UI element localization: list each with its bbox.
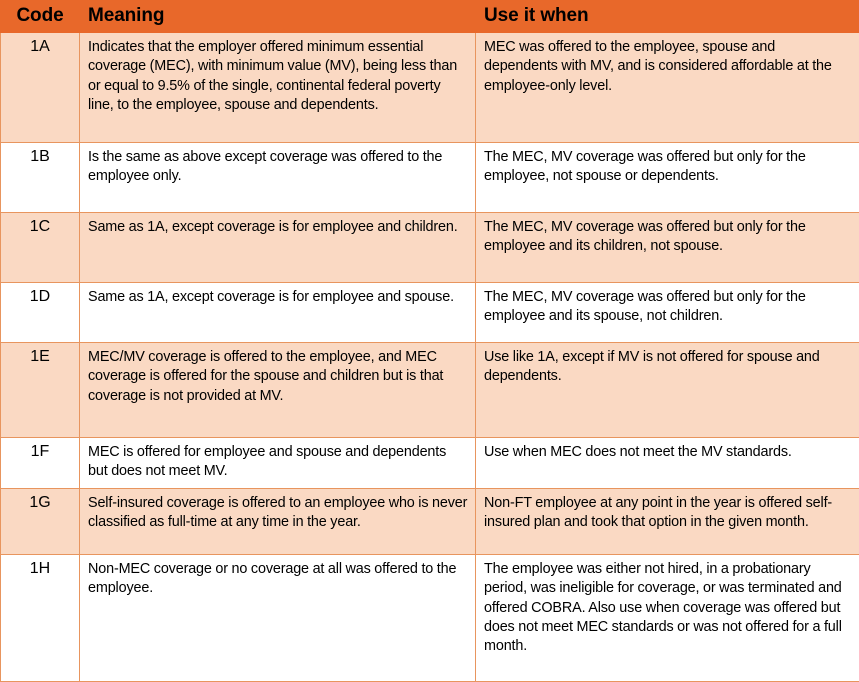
cell-use-it-when: MEC was offered to the employee, spouse and dependents with MV, and is considered affordable at the employee-only level. bbox=[476, 33, 859, 143]
table-row bbox=[1, 33, 859, 143]
column-header-meaning: Meaning bbox=[80, 1, 476, 33]
table-row bbox=[1, 554, 859, 681]
table-row bbox=[1, 283, 859, 343]
table-row bbox=[1, 343, 859, 438]
cell-code: 1A bbox=[1, 33, 80, 143]
cell-code: 1E bbox=[1, 343, 80, 438]
cell-meaning: Non-MEC coverage or no coverage at all was offered to the employee. bbox=[80, 554, 476, 681]
cell-meaning: MEC is offered for employee and spouse and dependents but does not meet MV. bbox=[80, 438, 476, 489]
cell-use-it-when: Use when MEC does not meet the MV standards. bbox=[476, 438, 859, 489]
column-header-use-it-when: Use it when bbox=[476, 1, 859, 33]
cell-use-it-when: The MEC, MV coverage was offered but only for the employee and its spouse, not children. bbox=[476, 283, 859, 343]
cell-use-it-when: The MEC, MV coverage was offered but only for the employee and its children, not spouse. bbox=[476, 213, 859, 283]
table-body bbox=[1, 33, 859, 682]
cell-code: 1F bbox=[1, 438, 80, 489]
cell-code: 1C bbox=[1, 213, 80, 283]
cell-use-it-when: The MEC, MV coverage was offered but only for the employee, not spouse or dependents. bbox=[476, 143, 859, 213]
cell-meaning: Same as 1A, except coverage is for employee and spouse. bbox=[80, 283, 476, 343]
cell-meaning: Indicates that the employer offered minimum essential coverage (MEC), with minimum value (MV), being less than or equal to 9.5% of the single, continental federal poverty line, to the employee, spouse and dependents. bbox=[80, 33, 476, 143]
cell-code: 1D bbox=[1, 283, 80, 343]
cell-meaning: MEC/MV coverage is offered to the employee, and MEC coverage is offered for the spouse and children but is that coverage is not provided at MV. bbox=[80, 343, 476, 438]
table-row bbox=[1, 213, 859, 283]
cell-use-it-when: The employee was either not hired, in a probationary period, was ineligible for coverage, or was terminated and offered COBRA. Also use when coverage was offered but does not meet MEC standards or was not offered for a full month. bbox=[476, 554, 859, 681]
cell-code: 1G bbox=[1, 488, 80, 554]
cell-code: 1H bbox=[1, 554, 80, 681]
column-header-code: Code bbox=[1, 1, 80, 33]
table-row bbox=[1, 143, 859, 213]
table-row bbox=[1, 438, 859, 489]
cell-meaning: Self-insured coverage is offered to an employee who is never classified as full-time at any time in the year. bbox=[80, 488, 476, 554]
table-header-row bbox=[1, 1, 859, 33]
cell-meaning: Is the same as above except coverage was offered to the employee only. bbox=[80, 143, 476, 213]
cell-use-it-when: Use like 1A, except if MV is not offered for spouse and dependents. bbox=[476, 343, 859, 438]
cell-code: 1B bbox=[1, 143, 80, 213]
table-row bbox=[1, 488, 859, 554]
cell-meaning: Same as 1A, except coverage is for employee and children. bbox=[80, 213, 476, 283]
table-header bbox=[1, 1, 859, 33]
cell-use-it-when: Non-FT employee at any point in the year is offered self-insured plan and took that option in the given month. bbox=[476, 488, 859, 554]
